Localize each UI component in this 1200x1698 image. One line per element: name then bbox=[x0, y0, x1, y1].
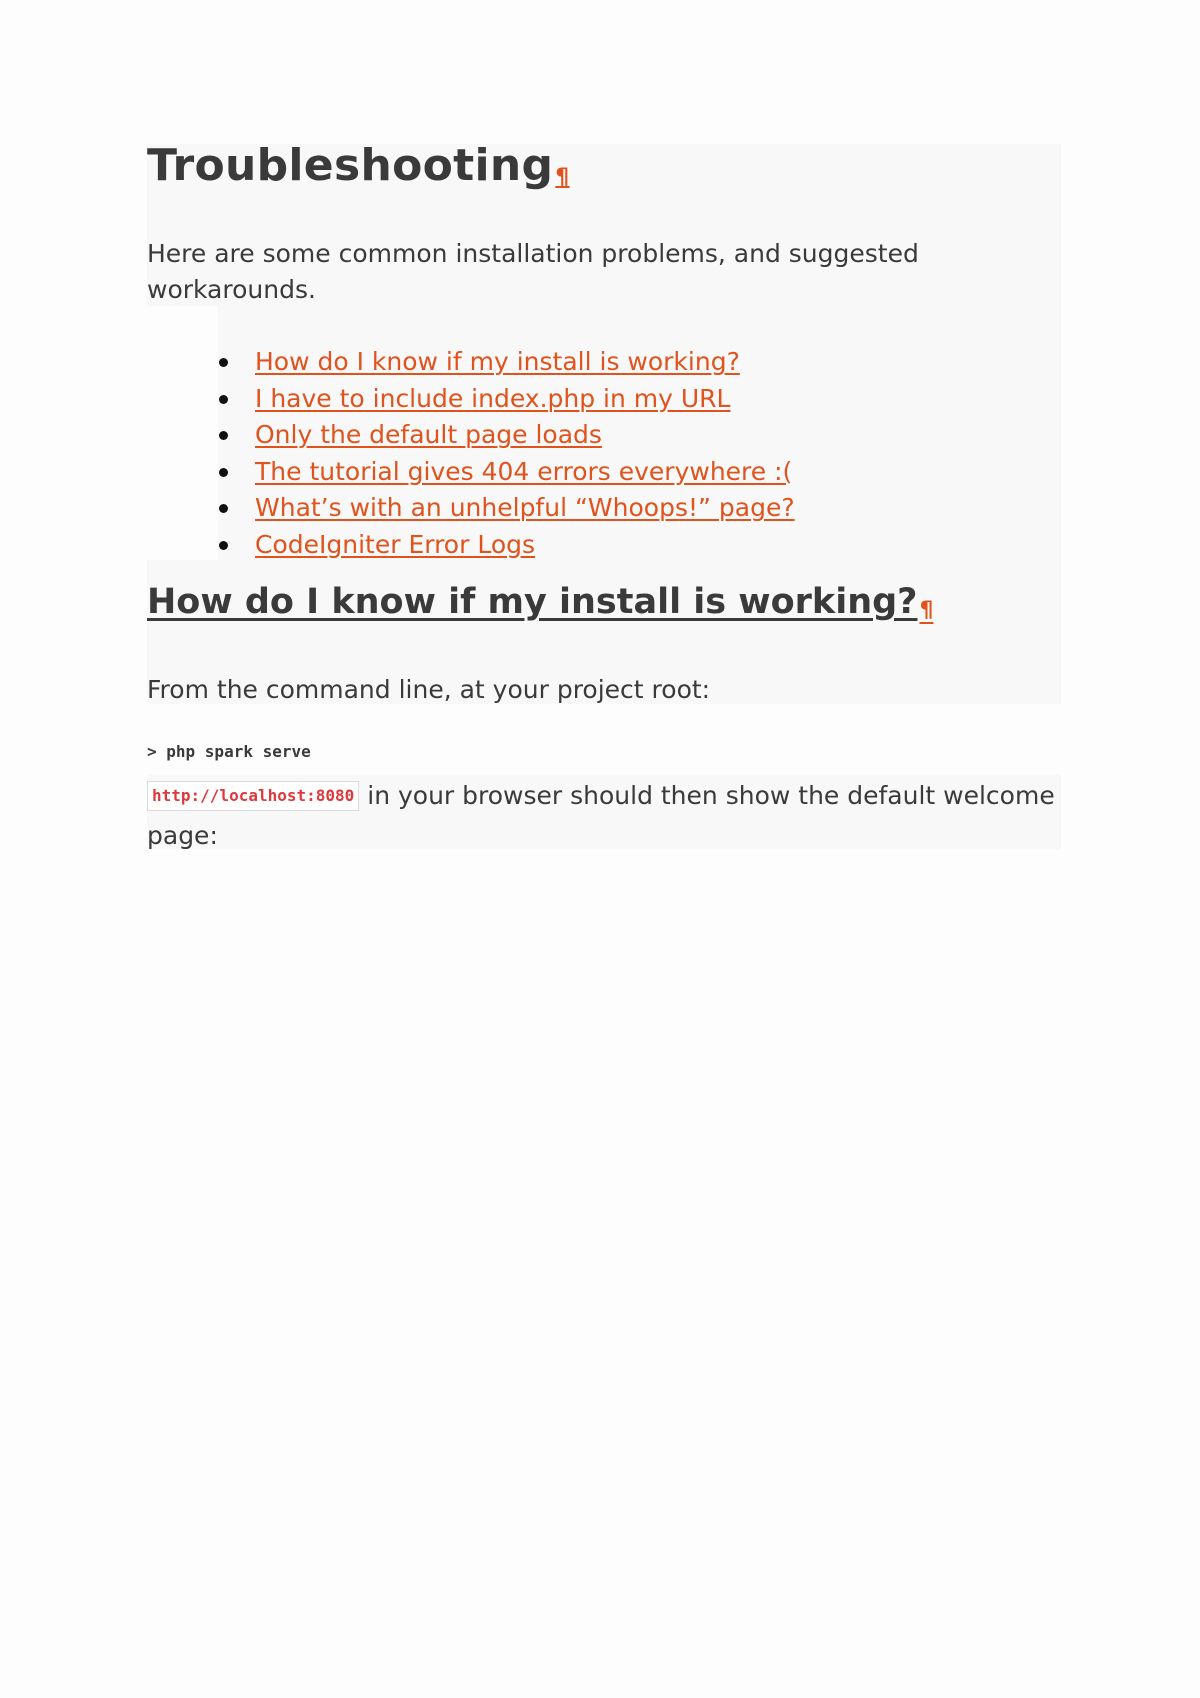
browser-instruction bbox=[147, 776, 1067, 856]
toc-link-install-working[interactable]: How do I know if my install is working? bbox=[255, 347, 740, 376]
command-block: > php spark serve bbox=[147, 742, 311, 761]
section-heading-install-working bbox=[147, 582, 933, 623]
browser-instruction-text: in your browser should then show the default welcome page: bbox=[147, 781, 1055, 850]
section-heading-text: How do I know if my install is working? bbox=[147, 582, 918, 622]
toc-item bbox=[255, 381, 795, 418]
page-title bbox=[147, 140, 570, 191]
toc-link-error-logs[interactable]: CodeIgniter Error Logs bbox=[255, 529, 536, 559]
toc-link-default-page[interactable]: Only the default page loads bbox=[255, 420, 602, 449]
page-title-text: Troubleshooting bbox=[147, 140, 554, 191]
toc-item bbox=[255, 417, 795, 454]
table-of-contents bbox=[255, 344, 795, 563]
toc-link-404-errors[interactable]: The tutorial gives 404 errors everywhere :( bbox=[255, 456, 793, 486]
toc-item bbox=[255, 527, 795, 564]
intro-paragraph: Here are some common installation problems, and suggested workarounds. bbox=[147, 239, 919, 304]
localhost-url-code: http://localhost:8080 bbox=[147, 781, 359, 811]
link-anchor-icon[interactable]: ¶ bbox=[555, 165, 570, 190]
toc-item bbox=[255, 454, 795, 491]
link-anchor-icon[interactable]: ¶ bbox=[919, 598, 934, 623]
cli-instruction: From the command line, at your project root: bbox=[147, 675, 711, 704]
toc-item bbox=[255, 344, 795, 381]
toc-link-index-php[interactable]: I have to include index.php in my URL bbox=[255, 383, 731, 413]
toc-link-whoops-page[interactable]: What’s with an unhelpful “Whoops!” page? bbox=[255, 493, 795, 522]
toc-item bbox=[255, 490, 795, 527]
